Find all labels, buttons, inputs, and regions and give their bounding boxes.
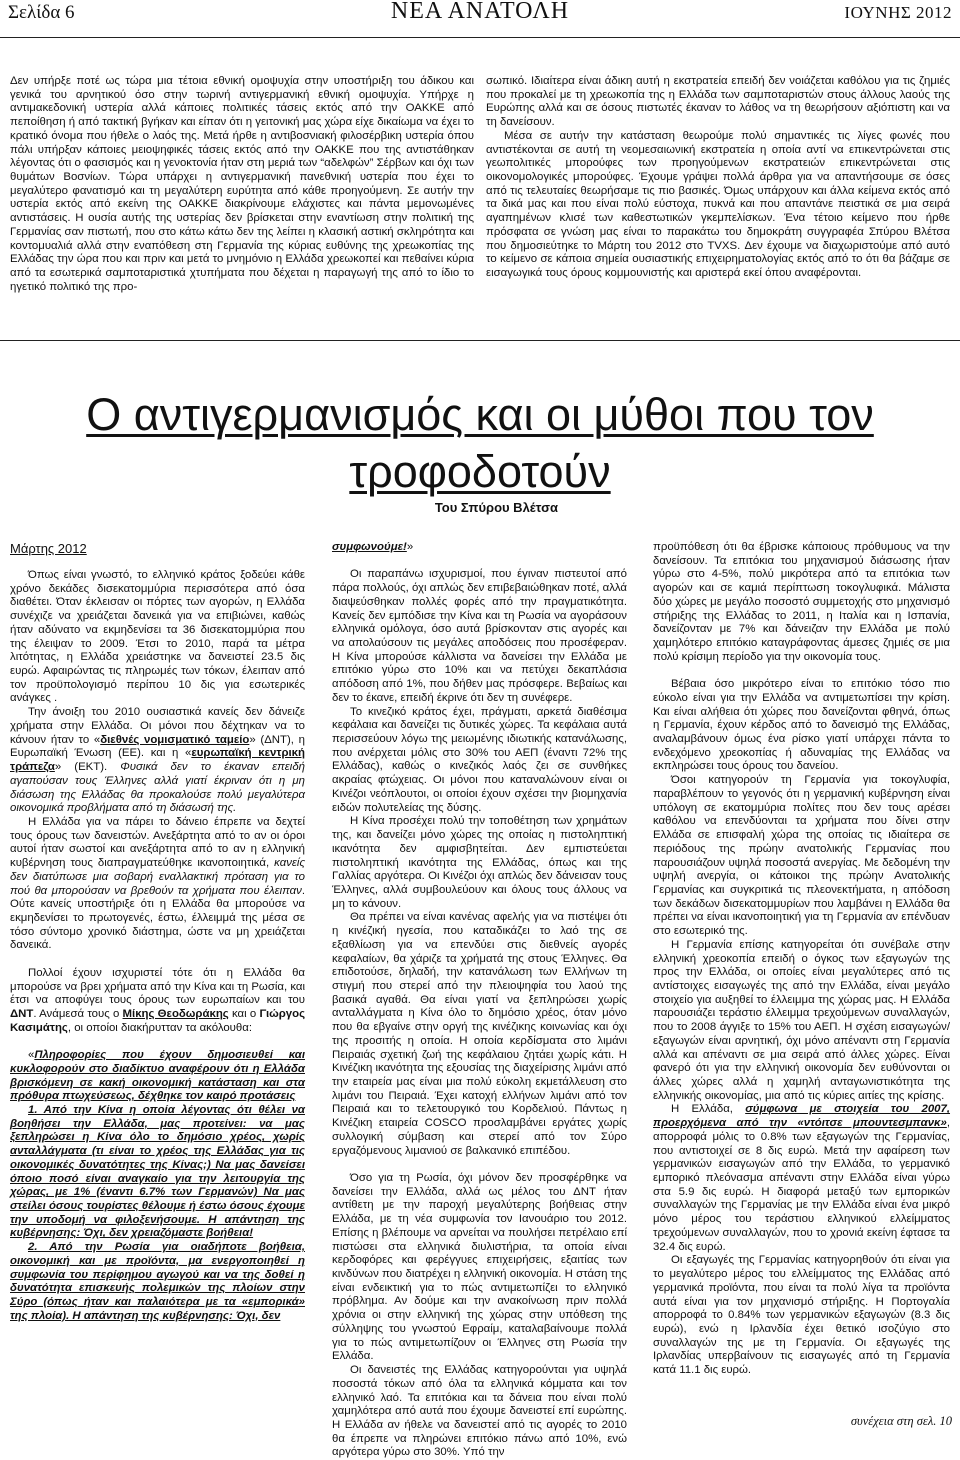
text-run: Όσο για τη Ρωσία, όχι μόνον δεν προσφέρθηκε να δανείσει την Ελλάδα, αλλά ως μέλος του ΔΝΤ ήταν αντίθετη με την παροχή μεγαλύτερης βοήθειας στην Ελλάδα, με τη νέα συμφωνία τον Ιανουάριο του 2012. Επίσης η βλέπουμε να αρνείται να πουλήσει πετρέλαιο επί πιστώσει στα ελληνικά διυλιστήρια, τα οποία είναι κερδοφόρες και φερέγγυες επιχειρήσεις, εξαιτίας των κινδύνων που διατρέχει η ελληνική οικονομία. Η στάση της είναι ενδεικτική για το πώς αντιμετωπίζει το ελληνικό πρόβλημα. Αν δούμε και την ανακοίνωση πριν πολλά χρόνια οι στην ελληνική της χώρας στην υπόθεση της σύλληψης του γνωστού Εφραίμ, καταλαβαίνουμε πολλά για το πώς αντιμετωπίζουν οι Έλληνες στη Ρωσία την Ελλάδα.	[332, 1172, 627, 1363]
text-run: Την άνοιξη του 2010 ουσιαστικά κανείς δεν δάνειζε χρήματα στην Ελλάδα. Οι μόνοι που δέχτηκαν να το κάνουν ήταν το «	[10, 706, 305, 746]
page-number: Σελίδα 6	[8, 2, 75, 23]
text-run: Όσοι κατηγορούν τη Γερμανία για τοκογλυφία, παραβλέπουν το γεγονός ότι η γερμανική κυβέρνηση είναι υπόλογη σε εκατομμύρια πολίτες που δεν τους αρέσει καθόλου να επενδύονται τα χρήματα που δίνει στην Ελλάδα σε επισφαλή χώρα της οποίας τις ιδιαίτερα σε περιόδους της πρώην ανατολικής Γερμανίας που παρουσιάζουν υψηλά ποσοστά ανεργίας. Με δεδομένη την υψηλή ανεργία, οι κάτοικοι της πρώην Ανατολικής Γερμανίας και συγκριτικά τις πλεονεκτήματα, η απόδοση των δεκάδων δισεκατομμυρίων που λαμβάνει η Ελλάδα θα πρέπει να είναι ικανοποιητική για τη Γερμανία αν επένδυαν στο εσωτερικό της.	[653, 774, 950, 938]
paragraph	[10, 706, 305, 816]
text-run: κανείς δεν διατύπωσε μια σοβαρή εναλλακτική πρόταση για το πού θα μπορούσαν να βρεθούν τα χρήματα που έλειπαν	[10, 857, 305, 897]
paragraph	[332, 568, 627, 705]
text-run: , απορροφά μόλις το 0.8% των εξαγωγών της Γερμανίας, που αντιστοιχεί σε 8 δις ευρώ. Μετά την αφαίρεση των γερμανικών εισαγωγών από την Ελλάδα, το γερμανικό εμπορικό πλεόνασμα απέναντι στην Ελλάδα είναι γύρω στα 5.9 δις ευρώ. Η διαφορά μεταξύ των εμπορικών συναλλαγών της Γερμανίας με την Ελλάδα είναι ένα μικρό μόνο μέρος του τεράστιου ελληνικού ελλείμματος τρεχούμενων συναλλαγών, που το χρονιά εκείνη έφτασε τα 32.4 δις ευρώ.	[653, 1117, 950, 1253]
paragraph	[486, 130, 950, 281]
masthead-rule	[0, 37, 960, 38]
text-run: . Ούτε κανείς υποστήριξε ότι η Ελλάδα θα μπορούσε να εκμηδενίσει το πρωτογενές, έστω, έλλειμμά της μέσα σε τόσο σύντομο χρονικό διάστημα, ώστε να μη χρειάζεται δανεικά.	[10, 884, 305, 952]
paragraph	[332, 815, 627, 911]
paragraph	[653, 1254, 950, 1377]
article-headline: Ο αντιγερμανισμός και οι μύθοι που τον τροφοδοτούν	[86, 389, 874, 497]
text-run: σύμφωνα με στοιχεία του 2007, προερχόμενα από την «ντόιτσε μπουντεσμπανκ»	[653, 1103, 951, 1130]
text-run: Οι παραπάνω ισχυρισμοί, που έγιναν πιστευτοί από πάρα πολλούς, όχι απλώς δεν επιβεβαιώθηκαν ποτέ, αλλά διαψεύσθηκαν πολλές φορές από την πραγματικότητα. Κανείς δεν εμπόδισε την Κίνα και τη Ρωσία να αγοράσουν ελληνικά ομόλογα, όσο αυτά βρίσκονταν στις αγορές και να απολαύσουν τις μεγάλες αποδόσεις που προσέφεραν. Η Κίνα μπορούσε κάλλιστα να δανείσει την Ελλάδα με επιτόκιο γύρω στο 10% και να πετύχει δεκαπλάσια απόδοση από 1%, που δήθεν μας πρόσφερε. Βεβαίως και δεν το έκανε, επειδή έκρινε ότι δεν τη συνέφερε.	[332, 568, 627, 704]
article-column-3	[653, 541, 950, 1411]
text-run: Δεν υπήρξε ποτέ ως τώρα μια τέτοια εθνική ομοψυχία στην υποστήριξη του άδικου και γενικά του αρνητικού όσο στην τωρινή αντιγερμανική εθνική ομοψυχία. Υπήρχε η αντιμακεδονική υστερία αλλά κάποιες πολιτικές τάσεις εκτός από την ΟΑΚΚΕ από πεποίθηση ή από τακτική βγήκαν και είπαν ότι η γειτονική μας χώρα είχε δικαίωμα να έχει το κρατικό όνομα που ήθελε ο λαός της. Μετά ήρθε η αντιβοσνιακή φιλοσέρβικη υστερία όπου πάλι υπήρξαν κάποιες μειοψηφικές τάσεις εκτός από την ΟΑΚΚΕ που της αντιστάθηκαν λέγοντας ότι ο φασισμός και η γενοκτονία ήταν στη μεριά των “αδελφών” Σέρβων και όχι των θυμάτων Βοσνίων. Τώρα υπάρχει η αντιγερμανική πανεθνική υστερία που έχει το μεγαλύτερο φανατισμό και τη μεγαλύτερη ευρύτητα από κάθε προηγούμενη. Σε αυτήν την υστερία εκτός από εκείνη της ΟΑΚΚΕ διακρίνουμε ελάχιστες και πάντα μεμονωμένες αντιστάσεις. Η ουσία αυτής της υστερίας δεν βρίσκεται στην εναντίωση στην πολιτική της Γερμανίας σαν πιστωτή, που στο κάτω κάτω δεν της λείπει η κλασική αστική σκληρότητα και κοντομυαλιά αλλά στην εναπόθεση στη Γερμανία της κύριας ευθύνης της χρεωκοπίας της Ελλάδας την ώρα που και πριν και μετά το μνημόνιο η Ελλάδα χρεωκοπεί και πεθαίνει κύρια από τα εσωτερικά σαμποταριστικά χτυπήματα που δέχεται η παραγωγή της από το ίδιο το ηγετικό πολιτικό της προ-	[10, 75, 474, 293]
paragraph	[653, 678, 950, 774]
text-run: » (ΔΝΤ), η Ευρωπαϊκή Ένωση (ΕΕ). και η «	[10, 733, 305, 760]
newspaper-title: ΝΕΑ ΑΝΑΤΟΛΗ	[390, 0, 570, 24]
text-run: Η Ελλάδα για να πάρει το δάνειο έπρεπε να δεχτεί τους όρους των δανειστών. Ανεξάρτητα από το αν οι όροι αυτοί ήταν σωστοί και ανεξάρτητα από το αν η ελληνική κυβέρνηση τους διαπραγματεύθηκε ικανοποιητικά,	[10, 815, 305, 870]
text-run: Η Ελλάδα,	[671, 1103, 746, 1116]
paragraph	[653, 541, 950, 664]
paragraph	[10, 569, 305, 706]
paragraph	[10, 1104, 305, 1241]
paragraph	[332, 911, 627, 1158]
text-run: Μέσα σε αυτήν την κατάσταση θεωρούμε πολύ σημαντικές τις λίγες φωνές που αντιστέκονται σε αυτή τη νεομεσαιωνική εκστρατεία η οποία αντί να επικεντρώνεται στις γεωπολιτικές μπορούφες των προηγούμενων εκστρατειών επικεντρώνεται στις οικονομολογικές μπορούφες. Έχουμε γράψει πολλά άρθρα για να απαντήσουμε σε όσες από τις τελευταίες θεωρήσαμε τις πιο βασικές. Όμως υπάρχουν και άλλα κείμενα εκτός από τα δικά μας και που είναι πολύ εύστοχα, πυκνά και που απαντάνε πειστικά σε μια σειρά αγαπημένων κλισέ των καθεστωτικών γκεμπελίσκων. Ένα τέτοιο κείμενο που ήρθε πρόσφατα σε γνώση μας είναι το παρακάτω του δημοκράτη συγγραφέα Σπύρου Βλέτσα που δημοσιεύτηκε το Μάρτη του 2012 στο TVXS. Δεν έχουμε να διαχωριστούμε από αυτό το κείμενο σε κάποια σημεία ουσιαστικής επιχειρηματολογίας εκτός από το ότι θα βάζαμε σε εισαγωγικά τους όρους κομμουνιστής και αριστερά εκεί όπου αναφέρονται.	[486, 129, 950, 280]
paragraph	[486, 75, 950, 130]
intro-column-left	[10, 75, 474, 325]
paragraph	[10, 75, 474, 295]
text-run: Βέβαια όσο μικρότερο είναι το επιτόκιο τόσο πιο εύκολο είναι για την Ελλάδα να αντιμετωπίσει την κρίση. Και είναι αλήθεια ότι χώρες που δανείζονται φθηνά, όπως η Γερμανία, έχουν κέρδος από το δανεισμό της Ελλάδας, αναλαμβάνουν όμως ένα ρίσκο γιατί υπάρχει πάντα το ενδεχόμενο χρεοκοπίας ή αδυναμίας της Ελλάδας να εκπληρώσει τους όρους του δανείου.	[653, 678, 950, 773]
text-run: . Ανάμεσά τους ο	[33, 1007, 123, 1020]
paragraph	[10, 1241, 305, 1323]
text-run: Θα πρέπει να είναι κανένας αφελής για να πιστέψει ότι η κινέζική ηγεσία, που καταδικάζει το λαό της σε εξαθλίωση για να επενδύει στις διεθνείς αγορές κεφαλαίων, θα χάριζε τα χρήματά της στους Έλληνες. Θα επιδοτούσε, δηλαδή, την κατανάλωση των Ελλήνων τη στιγμή που στερεί από την πλειοψηφία του λαού της βασικά αγαθά. Θα είναι γιατί να ξεπληρώσει χωρίς ανταλλάγματα η Κίνα όλο το δημόσιο χρέος, όταν μόνο που θα εβγαίνε στην οργή της κινέζικης κοινωνίας και όχι της προσιτής η οποία. Η οποία κερδίσματα στο λιμάνι Πειραιάς σχετική ζωή της κεφάλαιου ζητάει χωρίς κάτι. Η Κινέζικη ικανότητα της εξουσίας της διαχείρισης λιμάνι από την εταιρεία μας είναι μια πολύ εύκολη εκμετάλλευση στο λιμάνι του Πειραιά. Έχει κατοχή ελλήνων λιμάνι από τον Πειραιά και το τελετουργικό του Κορδελιού. Πάντως η Κινέζικη εταιρεία COSCO προσλαμβάνει εργάτες χωρίς συλλογική σύμβαση και στερεί από τον Σύρο εργαζόμενους λιμανιού σε βαλκανικό επιπέδου.	[332, 911, 627, 1157]
text-run: Οι δανειστές της Ελλάδας κατηγορούνται για υψηλά ποσοστά τόκων από όλα τα ελληνικά κόμματα και τον ελληνικό λαό. Τα επιτόκια και τα δάνεια που είναι πολύ χαμηλότερα από αυτά που έχουμε δανειστεί επί ευρώπης. Η Ελλάδα αν ήθελε να δανειστεί από τις αγορές το 2010 θα έπρεπε να πληρώνει επιτόκιο πάνω από 10%, ενώ αργότερα γύρω στο 30%. Υπό την	[332, 1364, 627, 1459]
text-run: Πολλοί έχουν ισχυριστεί τότε ότι η Ελλάδα θα μπορούσε να βρει χρήματα από την Κίνα και τη Ρωσία, και έτσι να αποφύγει τους όρους των ευρωπαίων και του	[10, 966, 305, 1007]
issue-date: ΙΟΥΝΗΣ 2012	[844, 3, 952, 22]
text-run: Γιώργος Κασιμάτης	[10, 1007, 305, 1034]
paragraph	[332, 541, 627, 555]
paragraph	[653, 939, 950, 1104]
article-dateline: Μάρτης 2012	[10, 541, 87, 556]
text-run: «	[28, 1049, 35, 1062]
article-column-1	[10, 569, 305, 1411]
paragraph	[332, 706, 627, 816]
text-run: σωπικό. Ιδιαίτερα είναι άδικη αυτή η εκστρατεία επειδή δεν νοιάζεται καθόλου για τις ζημιές που προκαλεί με τη χρεωκοπία της η Ελλάδα των σαμποταριστών στους άλλους λαούς της Ευρώπης αλλά και σε όσους πιστωτές έκαναν το λάθος να τη θεωρήσουν αξιόπιστη και να τη δανείσουν.	[486, 75, 950, 129]
text-run: Το κινεζικό κράτος έχει, πράγματι, αρκετά διαθέσιμα κεφάλαια και δανείζει τις δυτικές χώρες. Τα κεφάλαια αυτά περισσεύουν λόγω της μειωμένης ιδιωτικής κατανάλωσης, που ανέρχεται μόλις στο 30% του ΑΕΠ (έναντι 72% της Ελλάδας), καθώς ο κινεζικός λαός ζει σε συνθήκες ακραίας φτώχειας. Οι μόνοι που καταναλώνουν είναι οι Κινέζοι νεόπλουτοι, οι οποίοι έχουν σχέσει την βιομηχανία ειδών πολυτελείας της δύσης.	[332, 705, 627, 814]
masthead	[0, 0, 960, 38]
paragraph	[332, 1364, 627, 1460]
text-run: 1. Από την Κίνα η οποία λέγοντας ότι θέλει να βοηθήσει την Ελλάδα, μας προτείνει: να μας ξεπληρώσει η Κίνα όλο το δημόσιο χρέος, χωρίς ανταλλάγματα (τι είναι το χρέος της Ελλάδας για τις οικονομικές δυνατότητες της Κίνας;) Να μας δανείσει όποιο ποσό είναι αναγκαίο για την λειτουργία της χώρας, με 1% (έναντι 6.7% των Γερμανών) Να μας στείλει όσους τουρίστες θέλουμε ή έστω όσους έχουμε την υποδομή να φιλοξενήσουμε. Η απάντηση της κυβέρνησης: Όχι, δεν χρειαζόμαστε βοήθεια!	[10, 1103, 305, 1240]
text-run: ευρωπαϊκή κεντρική τράπεζα	[10, 747, 305, 774]
section-divider	[0, 340, 960, 341]
text-run: προϋπόθεση ότι θα έβρισκε κάποιους πρόθυμους να την δανείσουν. Τα επιτόκια του μηχανισμού διάσωσης ήταν γύρω στο 4-5%, πολύ μικρότερα από τα επιτόκια των αγορών και σε καμιά περίπτωση τοκογλυφικά. Μάλιστα δύο χώρες με μεγάλο ποσοστό συμμετοχής στο μηχανισμό στήριξης της Ελλάδας το 2011, η Ιταλία και η Ισπανία, δανείζονταν με 7% και δάνειζαν την Ελλάδα με πολύ χαμηλότερο επιτόκιο καταγράφοντας άμεσες ζημιές σε μια πολύ κρίσιμη περίοδο για την οικονομία τους.	[653, 541, 950, 663]
text-run: Φυσικά δεν το έκαναν επειδή αγαπούσαν τους Έλληνες αλλά γιατί έκριναν ότι η μη διάσωση της Ελλάδας θα προκαλούσε πολύ μεγαλύτερα οικονομικά προβλήματα από τη διάσωσή της.	[10, 761, 305, 815]
text-run: Οι εξαγωγές της Γερμανίας κατηγορηθούν ότι είναι για το μεγαλύτερο μέρος του ελλείμματος της Ελλάδας από γερμανικά προϊόντα, που είναι τα πολύ λίγα τα προϊόντα αυτά είναι για τον μηχανισμό στήριξης. Η Πορτογαλία απορροφά το 0.84% των γερμανικών εξαγωγών (8.3 δις ευρώ), ενώ η Ιρλανδία έχει θετικό ισοζύγιο στο συναλλαγών της με τη Γερμανία. Οι εξαγωγές της Ιρλανδίας υπερβαίνουν τις εισαγωγές από τη Γερμανία κατά 11.1 δις ευρώ.	[653, 1254, 950, 1377]
paragraph	[653, 1103, 950, 1254]
text-run: , οι οποίοι διακήρυτταν τα ακόλουθα:	[67, 1021, 252, 1034]
text-run: ΔΝΤ	[10, 1007, 34, 1020]
paragraph	[332, 1172, 627, 1364]
text-run: » (ΕΚΤ).	[54, 761, 121, 774]
paragraph	[10, 816, 305, 953]
text-run: Η Κίνα προσέχει πολύ την τοποθέτηση των χρημάτων της, και δανείζει μόνο χώρες της οποίας η πιστοληπτική ικανότητα δεν αμφισβητείται. Δεν εμπιστεύεται πιστοληπτική ικανότητα της Ελλάδας, όπως και της Γαλλίας αργότερα. Οι Κινέζοι όχι απλώς δεν δάνεισαν τους Έλληνες, αλλά συμβουλεύουν και όλους τους άλλους να μη το κάνουν.	[332, 815, 627, 910]
text-run: και ο	[228, 1007, 260, 1020]
paragraph	[653, 774, 950, 939]
text-run: 2. Από την Ρωσία για οιαδήποτε βοήθεια, οικονομική και με προϊόντα, μα ενεργοποιηθεί η συμφωνία του περίφημου αγωγού και να της δοθεί η δυνατότητα επισκευής πολεμικών της πλοίων στην Σύρο (όπως ήταν και παλαιότερα με τα «εμπορικά» της πλοία). Η απάντηση της κυβέρνησης: Όχι, δεν	[10, 1241, 305, 1322]
text-run: Όπως είναι γνωστό, το ελληνικό κράτος ξοδεύει κάθε χρόνο δεκάδες δισεκατομμύρια περισσότερα από όσα διαθέτει. Όταν έκλεισαν οι πόρτες των αγορών, η Ελλάδα συνέχιζε να χρειάζεται δανεικά για να επιβιώνει, καθώς ήταν αδύνατο να εκμηδενίσει τα 36 δισεκατομμύρια που της έλειψαν το 2009. Έτσι το 2010, παρά τα μέτρα λιτότητας, η Ελλάδα χρειάστηκε να δανειστεί 23.5 δις ευρώ. Αφαιρώντας τις πληρωμές των τόκων, έλειπαν από τον προϋπολογισμό περίπου 10 δις για εσωτερικές ανάγκες .	[10, 569, 305, 705]
text-run: Πληροφορίες που έχουν δημοσιευθεί και κυκλοφορούν στο διαδίκτυο αναφέρουν ότι η Ελλάδα βρισκόμενη σε κακή οικονομική κατάσταση και στα πρόθυρα πτωχεύσεως, δέχθηκε τον καιρό προτάσεις	[10, 1049, 305, 1103]
paragraph	[10, 1049, 305, 1104]
text-run: Μίκης Θεοδωράκης	[122, 1007, 229, 1020]
text-run: Η Γερμανία επίσης κατηγορείται ότι συνέβαλε στην ελληνική χρεοκοπία επειδή ο όγκος των εξαγωγών της προς την Ελλάδα, οι οποίες είναι μεγαλύτερες από τις αντίστοιχες εισαγωγές της από την Ελλάδα, είναι μεγάλο στοιχείο για αυξηθεί το έλλειμμα της χώρας μας. Η Ελλάδα παρουσιάζει τεράστιο έλλειμμα τρεχούμενων συναλλαγών, που το 2008 άγγιξε το 15% του ΑΕΠ. Η σχέση εισαγωγών/εξαγωγών είναι αρνητική, όχι μόνο απέναντι στη Γερμανία αλλά και απέναντι σε μια σειρά από άλλες χώρες. Είναι φανερό ότι για την ελληνική οικονομία δεν ευθύνονται οι άλλες χώρες αλλά η χαμηλή ανταγωνιστικότητα της ελληνικής οικονομίας, μια από τις κύριες αιτίες της κρίσης.	[653, 938, 950, 1102]
article-column-2	[332, 541, 627, 1459]
text-run: συμφωνούμε!	[332, 541, 407, 553]
paragraph	[10, 967, 305, 1036]
article-byline: Του Σπύρου Βλέτσα	[434, 500, 558, 515]
text-run: διεθνές νομισματικό ταμείο	[100, 733, 250, 746]
intro-column-right	[486, 75, 950, 325]
continued-note: συνέχεια στη σελ. 10	[850, 1414, 952, 1428]
text-run: »	[406, 541, 414, 553]
